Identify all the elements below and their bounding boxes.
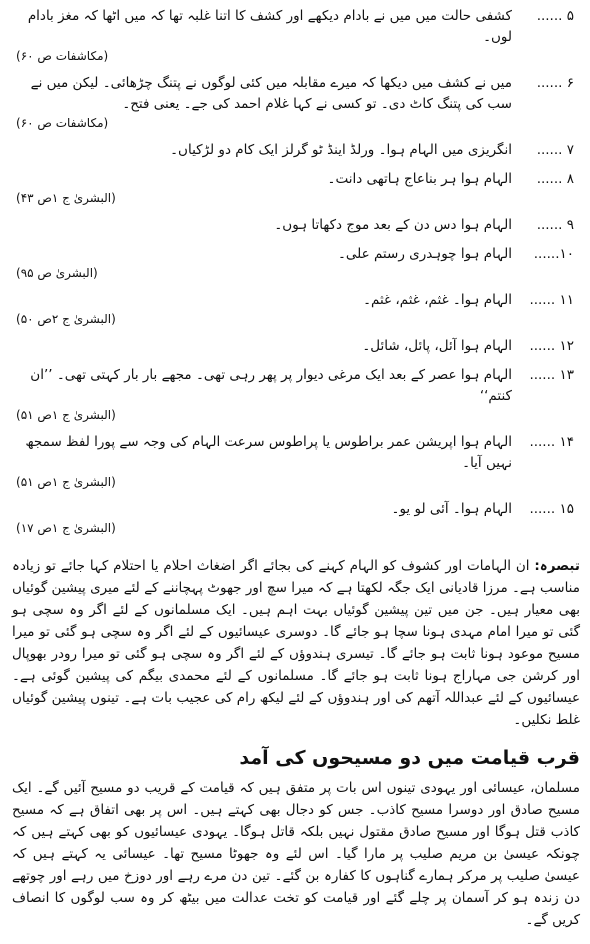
- entry-text: الہام ہوا اپریشن عمر براطوس یا پراطوس سرعت الہام کی وجہ سے پورا لفظ سمجھ نہیں آیا۔: [25, 434, 512, 471]
- entry-text: الہام ہوا عصر کے بعد ایک مرغی دیوار پر پھر رہی تھی۔ مجھے بار بار کہتی تھی۔ ’’ان کنتم‘‘: [30, 367, 512, 404]
- entry-reference: (البشریٰ ص ۹۵): [16, 266, 98, 280]
- revelation-list: [12, 6, 580, 545]
- entry-text: کشفی حالت میں میں نے بادام دیکھے اور کشف کا اتنا غلبہ تھا کہ میں اٹھا کہ مغز بادام لوں۔: [27, 8, 512, 45]
- entry-reference: (مکاشفات ص ۶۰): [16, 116, 109, 130]
- revelation-entry: [12, 290, 580, 311]
- entry-number: ۹ ......: [536, 217, 574, 233]
- entry-number: ۷ ......: [536, 142, 574, 158]
- entry-number: ۶ ......: [536, 75, 574, 91]
- revelation-entry: [12, 244, 580, 265]
- entry-number: ۱۰......: [533, 246, 574, 262]
- entry-text: الہام ہوا دس دن کے بعد موج دکھاتا ہوں۔: [274, 217, 512, 233]
- entry-number: ۱۵ ......: [529, 501, 574, 517]
- entry-number: ۱۱ ......: [529, 292, 574, 308]
- entry-text: الہام ہوا۔ غثم، غثم، غثم۔: [363, 292, 512, 308]
- revelation-entry: [12, 336, 580, 357]
- entry-text: الہام ہوا آئل، پائل، شائل۔: [362, 338, 512, 354]
- section-heading: قرب قیامت میں دو مسیحوں کی آمد: [239, 747, 580, 769]
- entry-number: ۸ ......: [536, 171, 574, 187]
- entry-reference: (البشریٰ ج ۱ص ۵۱): [16, 408, 116, 422]
- entry-reference: (مکاشفات ص ۶۰): [16, 49, 109, 63]
- entry-text: میں نے کشف میں دیکھا کہ میرے مقابلہ میں کئی لوگوں نے پتنگ چڑھائی۔ لیکن میں نے سب کی پتنگ کاٹ دی۔ تو کسی نے کہا غلام احمد کی جے۔ یعنی فتح۔: [30, 75, 512, 112]
- commentary-paragraph: [12, 555, 580, 731]
- entry-number: ۵ ......: [536, 8, 574, 24]
- entry-reference: (البشریٰ ج ۱ص ۵۱): [16, 475, 116, 489]
- revelation-entry: [12, 169, 580, 190]
- commentary-lead: تبصرہ:: [534, 558, 580, 574]
- revelation-entry: [12, 499, 580, 520]
- entry-text: الہام ہوا چوہدری رستم علی۔: [337, 246, 512, 262]
- entry-reference: (البشریٰ ج ۲ص ۵۰): [16, 312, 116, 326]
- revelation-entry: [12, 73, 580, 115]
- entry-number: ۱۳ ......: [529, 367, 574, 383]
- entry-reference: (البشریٰ ج ۱ص ۴۳): [16, 191, 116, 205]
- entry-number: ۱۲ ......: [529, 338, 574, 354]
- entry-text: الہام ہوا۔ آئی لو یو۔: [391, 501, 512, 517]
- revelation-entry: [12, 215, 580, 236]
- commentary-text: ان الہامات اور کشوف کو الہام کہنے کی بجائے اگر اضغاث احلام یا احتلام کہا جائے تو زیادہ مناسب ہے۔ مرزا قادیانی ایک جگہ لکھتا ہے کہ میرا سچ اور جھوٹ پہچاننے کے لئے میری پیشین گوئیاں بھی معیار ہیں۔ جن میں تین پیشین گوئیاں بہت اہم ہیں۔ ایک مسلمانوں کے لئے اگر وہ سچی ہو گئی تو میرا امام مہدی ہونا سچا ہو جائے گا۔ دوسری عیسائیوں کے لئے اگر وہ سچی ہو گئی تو میرا مسیح موعود ہونا ثابت ہو جائے گا۔ تیسری ہندوؤں کے لئے اگر وہ سچی ہو گئی تو میرا رودر بھوپال اور کرشن جی مہاراج ہونا ثابت ہو جائے گا۔ مسلمانوں کے لئے محمدی بیگم کی پیشین گوئی ہے۔ عیسائیوں کے لئے عبداللہ آتھم کی اور ہندوؤں کے لئے لیکھ رام کی عجیب بات ہے۔ تینوں پیشین گوئیاں غلط نکلیں۔: [12, 558, 580, 728]
- revelation-entry: [12, 365, 580, 407]
- entry-text: انگریزی میں الہام ہوا۔ ورلڈ اینڈ ٹو گرلز ایک کام دو لڑکیاں۔: [170, 142, 512, 158]
- section-body: مسلمان، عیسائی اور یہودی تینوں اس بات پر متفق ہیں کہ قیامت کے قریب دو مسیح آئیں گے۔ ایک مسیح صادق اور دوسرا مسیح کاذب۔ جس کو دجال بھی کہتے ہیں۔ اس پر بھی اتفاق ہے کہ مسیح کاذب قتل ہوگا اور مسیح صادق مقتول نہیں بلکہ قاتل ہوگا۔ یہودی عیسائیوں کو بھی کہتے ہیں کہ چونکہ عیسیٰ بن مریم صلیب پر مارا گیا۔ اس لئے وہ جھوٹا مسیح تھا۔ عیسائی یہ کہتے ہیں کہ عیسیٰ صلیب پر مرکر ہمارے گناہوں کا کفارہ بن گئے۔ تین دن مرے رہے اور دوزخ میں رہے اور چوتھے دن زندہ ہو کر آسمان پر چلے گئے اور قیامت کو تخت عدالت میں بیٹھ کر وہ سب لوگوں کا انصاف کریں گے۔: [12, 780, 580, 928]
- revelation-entry: [12, 6, 580, 48]
- entry-reference: (البشریٰ ج ۱ص ۱۷): [16, 521, 116, 535]
- revelation-entry: [12, 432, 580, 474]
- revelation-entry: [12, 140, 580, 161]
- entry-text: الہام ہوا ہر بناعاج ہاتھی دانت۔: [327, 171, 512, 187]
- entry-number: ۱۴ ......: [529, 434, 574, 450]
